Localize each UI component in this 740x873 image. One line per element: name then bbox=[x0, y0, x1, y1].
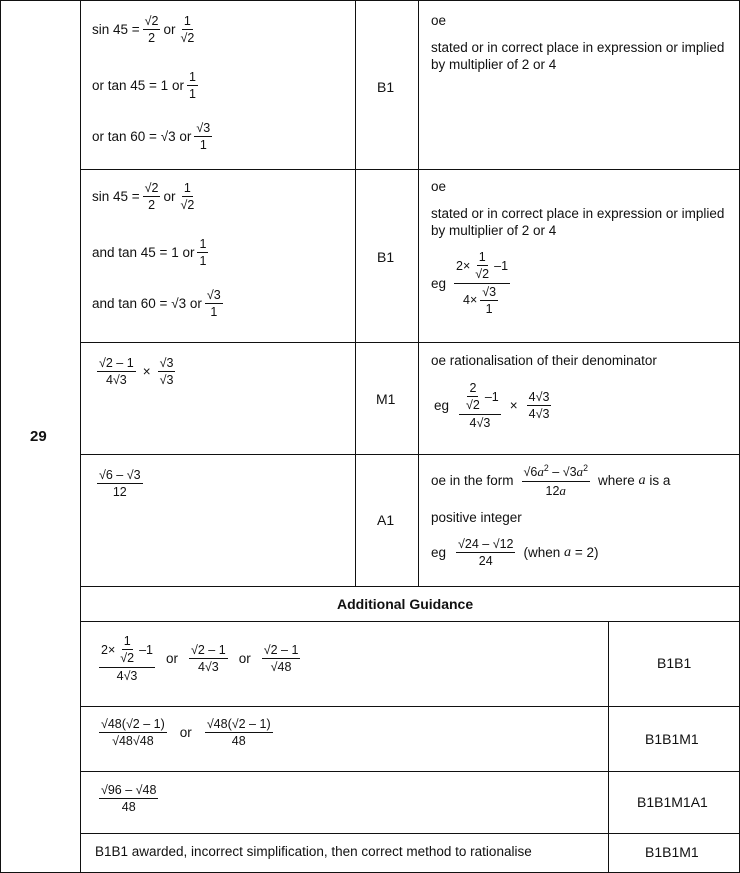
guidance-text: stated or in correct place in expression or implied by multiplier of 2 or 4 bbox=[431, 206, 725, 238]
question-number: 29 bbox=[30, 428, 47, 445]
fraction: $\frac{1}{1}$ bbox=[199, 237, 207, 269]
guidance-code: B1B1M1 bbox=[645, 844, 699, 860]
fraction: $\frac{√3}{√3}$ bbox=[159, 356, 174, 388]
row-divider bbox=[80, 342, 739, 343]
guidance-code: B1B1M1A1 bbox=[637, 794, 708, 810]
row-divider bbox=[80, 771, 739, 772]
mark-code: B1 bbox=[377, 79, 395, 95]
guidance-row-2: $\frac{√48(√2 - 1)}{√48√48}$ or $\frac{√48(√2 - 1)}{48}$ bbox=[101, 717, 271, 749]
row-divider bbox=[80, 586, 739, 587]
fraction: $\frac{4√3}{4√3}$ bbox=[528, 389, 550, 422]
guidance-oe: oe bbox=[431, 179, 447, 194]
guidance-row-3 bbox=[96, 783, 161, 815]
mark-code: A1 bbox=[377, 512, 395, 528]
additional-guidance-title: Additional Guidance bbox=[337, 596, 474, 612]
fraction: $\frac{√6 - √3}{12}$ bbox=[99, 468, 141, 500]
answer-line-tan45: and tan 45 = 1 or $\frac{1}{1}$ bbox=[92, 237, 207, 269]
fraction: $\frac{√2 - 1}{4√3}$ bbox=[191, 642, 226, 675]
guidance-text: positive integer bbox=[431, 510, 522, 525]
column-divider-answer bbox=[355, 0, 356, 586]
guidance-row-1: 2 × $\frac{1}{√2}$ – 1 4√3 or $\frac{√2 - 1}{4√3}$ or $\frac{√2 - 1}{√48}$ bbox=[101, 634, 299, 683]
guidance-code: B1B1 bbox=[657, 655, 692, 671]
answer-line-tan60: or tan 60 = √3 or $\frac{√3}{1}$ bbox=[92, 121, 211, 153]
compound-fraction: 2 × $\frac{1}{√2}$ – 1 4√3 bbox=[101, 634, 153, 683]
fraction: $\frac{1}{√2}$ bbox=[180, 14, 195, 46]
fraction: $\frac{√3}{1}$ bbox=[196, 121, 211, 153]
guidance-text: stated or in correct place in expression or implied by multiplier of 2 or 4 bbox=[431, 40, 725, 72]
guidance-example: eg $\frac{√24 - √12}{24}$ (when a = 2) bbox=[431, 537, 599, 569]
mark-code: B1 bbox=[377, 249, 395, 265]
answer-line-sin45: sin 45 = $\frac{√2}{2}$ or $\frac{1}{√2}$ bbox=[92, 14, 195, 46]
fraction: $\frac{√2 - 1}{4√3}$ bbox=[99, 356, 134, 388]
fraction: $\frac{1}{√2}$ bbox=[180, 181, 195, 213]
answer-a1 bbox=[94, 468, 146, 500]
guidance-example: eg $\frac{2}{√2}$ – 1 4√3 × $\frac{4√3}{4√3}$ bbox=[434, 381, 550, 430]
column-divider-question bbox=[80, 0, 81, 872]
fraction: $\frac{√24 - √12}{24}$ bbox=[458, 537, 514, 569]
mark-code: M1 bbox=[376, 391, 396, 407]
guidance-row-4-text: B1B1 awarded, incorrect simplification, then correct method to rationalise bbox=[95, 844, 532, 859]
column-divider-guidance-code bbox=[608, 621, 609, 872]
row-divider bbox=[80, 621, 739, 622]
compound-fraction: $\frac{2}{√2}$ – 1 4√3 bbox=[459, 381, 501, 430]
fraction: $\frac{√96 - √48}{48}$ bbox=[101, 783, 157, 815]
row-divider bbox=[80, 169, 739, 170]
fraction: $\frac{√3}{1}$ bbox=[206, 288, 221, 320]
guidance-example: eg 2 × $\frac{1}{√2}$ – 1 4 × $\frac{√3}{1}$ bbox=[431, 250, 509, 317]
column-divider-mark bbox=[418, 0, 419, 586]
guidance-oe: oe bbox=[431, 13, 447, 28]
answer-line-sin45: sin 45 = $\frac{√2}{2}$ or $\frac{1}{√2}$ bbox=[92, 181, 195, 213]
fraction: $\frac{√6a^2 - √3a^2}{12a}$ bbox=[523, 463, 588, 498]
fraction: $\frac{√2 - 1}{√48}$ bbox=[263, 642, 299, 675]
answer-line-tan45: or tan 45 = 1 or $\frac{1}{1}$ bbox=[92, 70, 196, 102]
guidance-code: B1B1M1 bbox=[645, 731, 699, 747]
fraction: $\frac{√48(√2 - 1)}{√48√48}$ bbox=[101, 717, 165, 749]
guidance-text: oe rationalisation of their denominator bbox=[431, 353, 657, 368]
guidance-form: oe in the form $\frac{√6a^2 - √3a^2}{12a}$ where a is a bbox=[431, 463, 671, 498]
row-divider bbox=[80, 454, 739, 455]
row-divider bbox=[80, 706, 739, 707]
fraction: $\frac{√48(√2 - 1)}{48}$ bbox=[206, 717, 271, 749]
fraction: $\frac{1}{1}$ bbox=[188, 70, 196, 102]
fraction: $\frac{√2}{2}$ bbox=[144, 181, 159, 213]
answer-line-tan60: and tan 60 = √3 or $\frac{√3}{1}$ bbox=[92, 288, 221, 320]
fraction: $\frac{√2}{2}$ bbox=[144, 14, 159, 46]
compound-fraction: 2 × $\frac{1}{√2}$ – 1 4 × $\frac{√3}{1}$ bbox=[456, 250, 509, 317]
row-divider bbox=[80, 833, 739, 834]
answer-m1: $\frac{√2 - 1}{4√3}$ × $\frac{√3}{√3}$ bbox=[99, 356, 174, 388]
